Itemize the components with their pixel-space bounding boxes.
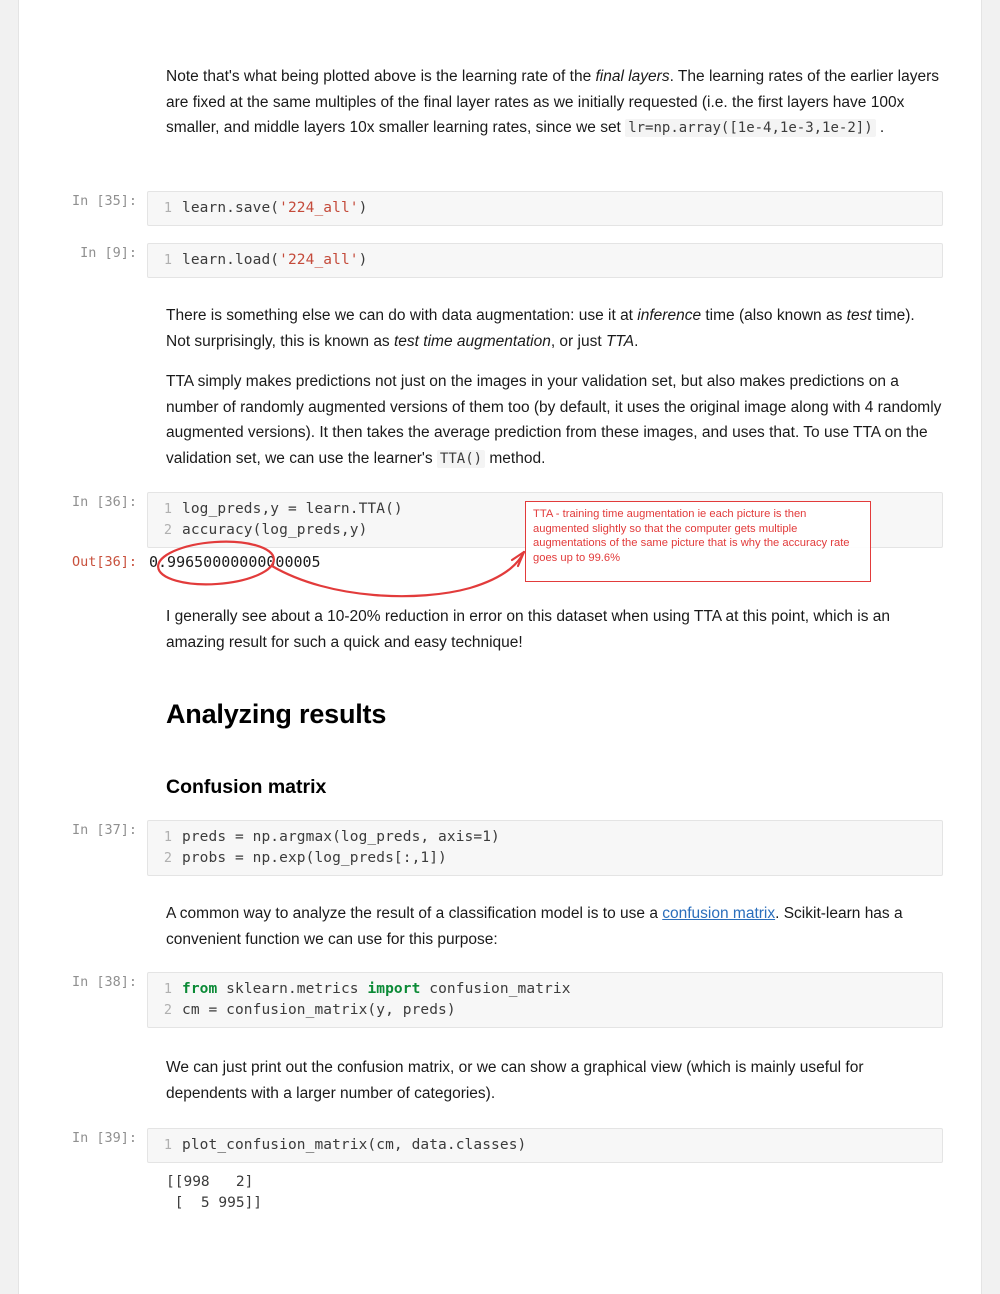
- code-string: '224_all': [279, 200, 359, 216]
- paragraph-tta-intro: [19, 303, 981, 354]
- output-confusion-matrix-line-2: [ 5 995]]: [166, 1195, 263, 1211]
- code-line-1: log_preds,y = learn.TTA(): [182, 501, 403, 517]
- code-cell-38[interactable]: [19, 972, 981, 1028]
- code-segment: sklearn.metrics: [217, 981, 368, 997]
- emphasis-test-time-augmentation: test time augmentation: [394, 332, 551, 350]
- code-segment-end: ): [358, 200, 368, 216]
- code-editor-37[interactable]: [147, 820, 943, 876]
- line-number-1: 1: [163, 981, 172, 997]
- line-number-2: 2: [163, 1002, 172, 1018]
- code-text-38[interactable]: [182, 979, 942, 1021]
- output-confusion-matrix-line-1: [[998 2]: [166, 1174, 254, 1190]
- code-text-39[interactable]: plot_confusion_matrix(cm, data.classes): [182, 1137, 527, 1153]
- heading-analyzing-results: Analyzing results: [166, 699, 387, 729]
- code-text-9[interactable]: [182, 250, 942, 271]
- paragraph-text: Note that's what being plotted above is the learning rate of the: [166, 68, 596, 85]
- paragraph-tta-result: I generally see about a 10-20% reduction in error on this dataset when using TTA at this point, which is an amazing result for such a quick and easy technique!: [166, 608, 891, 651]
- cell-prompt-in-37: In [37]:: [71, 822, 137, 838]
- line-number-1: 1: [163, 829, 172, 845]
- code-editor-38[interactable]: [147, 972, 943, 1028]
- code-line-2: accuracy(log_preds,y): [182, 522, 368, 538]
- cell-prompt-in-39: In [39]:: [71, 1130, 137, 1146]
- paragraph-text-cont: time (also known as: [701, 307, 847, 324]
- line-number-1: 1: [163, 501, 172, 517]
- code-cell-35[interactable]: [19, 191, 981, 226]
- cell-prompt-out-36: Out[36]:: [71, 554, 137, 570]
- code-editor-9[interactable]: [147, 243, 943, 278]
- paragraph-tta-explanation: [19, 369, 981, 472]
- annotation-note-text: TTA - training time augmentation ie each picture is then augmented slightly so that the computer gets multiple augmentations of the same picture that is why the accuracy rate goes up to 99.6%: [533, 508, 850, 564]
- cell-prompt-in-35: In [35]:: [71, 193, 137, 209]
- paragraph-confusion-matrix-intro: [19, 901, 981, 952]
- annotation-note-tta: [525, 501, 871, 582]
- heading-confusion-matrix: Confusion matrix: [166, 776, 327, 798]
- paragraph-text-cont2: time). Not surprisingly, this is known as: [166, 307, 915, 350]
- page-left-margin: [0, 0, 19, 1294]
- code-keyword-import: import: [367, 981, 421, 997]
- paragraph-text-cont: . The learning rates of the earlier layers are fixed at the same multiples of the final layer rates as we initially requested (i.e. the first layers have 100x smaller, and middle layers 10x smaller learning rates, since we set: [166, 68, 939, 136]
- code-string: '224_all': [279, 252, 359, 268]
- line-numbers: [148, 979, 182, 1021]
- paragraph-text-end: method.: [485, 449, 546, 467]
- paragraph-text-end: .: [875, 119, 885, 136]
- line-number: 1: [163, 200, 172, 216]
- code-line-2: cm = confusion_matrix(y, preds): [182, 1002, 456, 1018]
- cell-prompt-in-36: In [36]:: [71, 494, 137, 510]
- code-cell-9[interactable]: [19, 243, 981, 278]
- line-number: 1: [163, 252, 172, 268]
- code-segment-end: ): [358, 252, 368, 268]
- page-right-margin: [981, 0, 1000, 1294]
- emphasis-inference: inference: [637, 307, 702, 324]
- inline-code-tta: TTA(): [437, 450, 485, 468]
- code-text-35[interactable]: [182, 198, 942, 219]
- emphasis-final-layers: final layers: [595, 68, 670, 85]
- code-keyword-from: from: [182, 981, 218, 997]
- line-number-2: 2: [163, 522, 172, 538]
- line-number: 1: [163, 1137, 172, 1153]
- paragraph-text-end: .: [634, 332, 639, 350]
- code-segment-end: confusion_matrix: [420, 981, 571, 997]
- emphasis-test: test: [846, 307, 872, 324]
- code-segment: learn.save(: [182, 200, 280, 216]
- line-numbers: [148, 827, 182, 869]
- code-cell-39[interactable]: [19, 1128, 981, 1163]
- paragraph-text: There is something else we can do with data augmentation: use it at: [166, 307, 638, 324]
- paragraph-text-cont3: , or just: [550, 332, 606, 350]
- paragraph-learning-rate: [19, 64, 981, 142]
- emphasis-tta: TTA: [605, 332, 635, 350]
- notebook-content: [19, 0, 981, 1294]
- output-accuracy-value: 0.99650000000000005: [149, 553, 321, 571]
- inline-code-lr-array: lr=np.array([1e-4,1e-3,1e-2]): [625, 119, 875, 137]
- code-text-37[interactable]: [182, 827, 942, 869]
- paragraph-print-confusion-matrix: We can just print out the confusion matrix, or we can show a graphical view (which is mainly useful for dependents with a larger number of categories).: [166, 1059, 864, 1102]
- paragraph-text: A common way to analyze the result of a classification model is to use a: [166, 905, 663, 922]
- code-editor-35[interactable]: [147, 191, 943, 226]
- link-confusion-matrix[interactable]: confusion matrix: [662, 905, 776, 922]
- paragraph-text: TTA simply makes predictions not just on the images in your validation set, but also makes predictions on a number of randomly augmented versions of them too (by default, it uses the original image along with 4 randomly augmented versions). It then takes the average prediction from these images, and uses that. To use TTA on the validation set, we can use the learner's: [166, 373, 942, 467]
- line-numbers: [148, 499, 182, 541]
- cell-prompt-in-9: In [9]:: [80, 245, 137, 261]
- line-number-2: 2: [163, 850, 172, 866]
- code-cell-37[interactable]: [19, 820, 981, 876]
- code-line-1: preds = np.argmax(log_preds, axis=1): [182, 829, 500, 845]
- cell-prompt-in-38: In [38]:: [71, 974, 137, 990]
- code-line-2: probs = np.exp(log_preds[:,1]): [182, 850, 447, 866]
- paragraph-text-end: . Scikit-learn has a convenient function we can use for this purpose:: [166, 905, 903, 948]
- code-segment: learn.load(: [182, 252, 280, 268]
- code-editor-39[interactable]: [147, 1128, 943, 1163]
